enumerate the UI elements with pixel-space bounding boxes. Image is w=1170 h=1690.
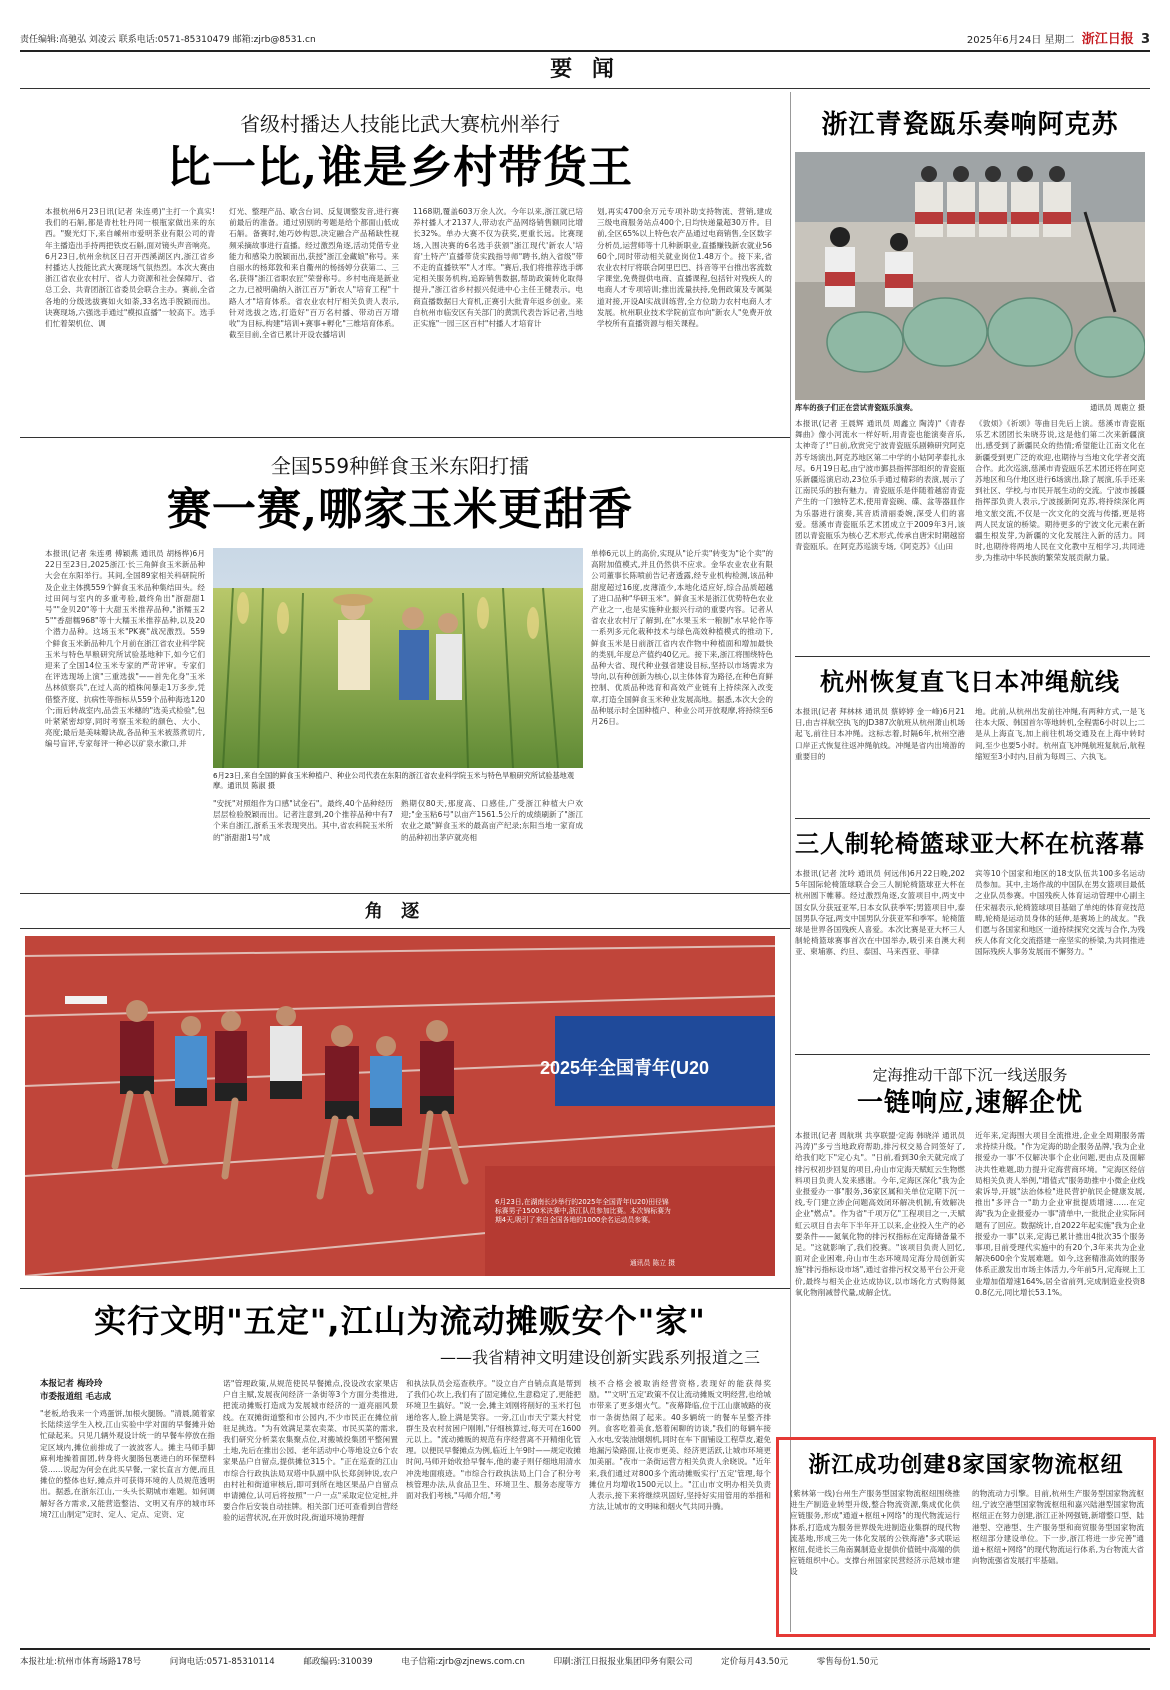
divider	[20, 437, 790, 438]
top-rule	[20, 50, 1150, 52]
article1-title: 比一比,谁是乡村带货王	[166, 142, 634, 193]
footer-postcode: 邮政编码:310039	[303, 1657, 373, 1667]
article3-col-1: 本报讯(记者 王晨辉 通讯员 周鑫立 陶涛)"《青春舞曲》像小河流水一样好听,用青瓷也能演奏音乐,太神奇了!"日前,欣赏完宁波青瓷瓯乐剧赖研究阿克苏专场演出,阿克苏地区第二中学的小姑阿孝泰扎永尽。6月19日起,由宁波市鄞县指挥部组织的青瓷瓯乐新疆巡演启动,23位乐手通过精彩的表演,展示了江南民乐的独有魅力。青瓷瓯乐是伴随着越窑青瓷产生的一门独特艺术,使用青瓷碗、碟、盆等器皿作为乐器进行演奏,其音质清丽委婉,深受人们的喜爱。慈溪市青瓷瓯乐艺术团成立于2009年3月,该团以青瓷瓯乐为核心艺术形式,传承自唐宋时期越窑青瓷瓯乐。在阿克苏巡演专场,《阿克苏》《山田	[795, 419, 965, 552]
article4-col-1: 本报讯(记者 拜林林 通讯员 蔡婷婷 金一峰)6月21日,由吉祥航空执飞的JD387次航班从杭州萧山机场起飞,前往日本冲绳。这标志着,时隔6年,杭州空港口岸正式恢复往返冲绳航线。冲绳是省内出境游的重要目的	[795, 707, 965, 761]
corn-field-illustration	[213, 548, 583, 768]
article1-col-1: 本报杭州6月23日讯(记者 朱连勇)"主打一个真实!我们的石斛,都是青杜牡丹同一根瓶家做出来的东西。"聚光灯下,来自嵊州市爱明茶业有限公司的青年主播造出手持两把铁皮石斛,面对镜头声音响亮。6月23日,杭州余杭区日召开西溪湖区内,浙江省乡村播达人技能比武大赛现场气氛热烈。本次大赛由浙江省农业农村厅、省人力资源和社会保障厅、省总工会、共青团浙江省委员会联合主办。赛前,全省各地的分级选拔赛如火如荼,33名选手脱颖而出。诀赛现场,六强选手通过"模拟直播"一较高下。选手们忙着架机位、调	[45, 207, 215, 329]
article2-col-4: 单棒6元以上的高价,实现从"论斤卖"转变为"论个卖"的高附加值模式,并且仍然供不应求。金华农业农业有限公司董事长陈喷前告记者透露,经专业机构检测,该品种甜度超过16度,皮薄渣少,本地化适应好,综合品质超越了进口品种"华研玉米"。鲜食玉米是浙江优势特色农业产业之一,也是实施种业振兴行动的重要内容。记者从省农业农村厅了解到,在"水果玉米一粮制"水早轮作等一系列多元化栽种技术与绿色高效种植模式的推动下,鲜食玉米是日前浙江省内农作物中种植面和增加最快的类别,年度总产值约40亿元。接下来,浙江将围绕特色品种大省、现代种业强省建设目标,坚持以市场需求为导向,以有种创新为核心,以主体体育为路径,在种色育鲜控制、优质品种选育和高效产业链有上持续深入改变章,打造全国鲜食玉米种业发展高地。据悉,本次大会的品种展示时全国种植户、种业公司开放观摩,将持续至6月26日。	[591, 549, 773, 727]
footer-price-each: 零售每份1.50元	[816, 1657, 879, 1667]
article5-col-1: 本报讯(记者 沈吟 通讯员 何远伟)6月22日晚,2025年国际轮椅篮球联合会三人制轮椅篮球亚大杯在杭州圆下帷幕。经过激烈角逐,女篮项目中,两支中国女队分获冠亚军,日本女队获季军;男篮项目中,泰国男队夺冠,两支中国男队分获亚军和季军。轮椅篮球是世界各国残疾人喜爱。本次比赛是亚大杯三人制轮椅篮球赛事首次在中国举办,吸引来自澳大利亚、柬埔寨、约旦、泰国、马来西亚、菲律	[795, 869, 965, 957]
ceramic-photo-credit: 通讯员 周鹿立 摄	[1090, 403, 1145, 412]
footer-rule	[20, 1648, 1150, 1650]
byline-reporter: 本报记者 梅玲玲	[40, 1379, 103, 1389]
track-photo-caption: 6月23日,在湖南长沙举行的2025年全国青年(U20)田径锦标赛男子1500米决赛中,浙江队员参加比赛。本次锦标赛为期4天,吸引了来自全国各地的1000余名运动员参赛。	[495, 1198, 671, 1224]
footer-phone: 问询电话:0571-85310114	[169, 1657, 275, 1667]
issue-date: 2025年6月24日 星期二	[966, 35, 1075, 46]
ceramic-photo-caption: 库车的孩子们正在尝试青瓷瓯乐演奏。	[795, 403, 918, 412]
divider	[795, 818, 1150, 819]
article2-title: 赛一赛,哪家玉米更甜香	[166, 484, 634, 535]
footer-price-month: 定价每月43.50元	[721, 1657, 788, 1667]
divider	[20, 1288, 790, 1289]
article1-col-4: 划,再实4700余万元专项补助支持物流、营销,建成三级电商服务站点400个,日均快递量超30万件。目前,全区65%以上特色农产品通过电商销售,全区数字分析员,运营师等十几种新职业,直播赚钱新农就业5660个,同时带动相关就业岗位1.48万个。接下来,省农业农村厅将联合阿里巴巴、抖音等平台推出客流数字课堂,免费提供电商、直播课程,包括针对残疾人的电商人才专项培训;推出流量扶持,免佣政策及专属渠道对接,开设AI实战训练营,全方位助力农村电商人才发展。杭州职业技术学院前宣布向"新农人"免费开放学校所有直播资源与相关课程。	[597, 207, 772, 329]
article5-col-2: 宾等10个国家和地区的18支队伍共100多名运动员参加。其中,主场作战的中国队在男女篮项目最低之业队员参赛。中国残疾人体育运动管理中心副主任宋福表示,轮椅篮球项目基础了单纯的体育竞技范畴,轮椅是运动员身体的延伸,是赛场上的战友。"我们愿与各国家和地区一道持续探究交流与合作,为残疾人体育文化交流搭建一座坚实的桥梁,为共同推进国际残疾人事务发展而不懈努力。"	[975, 869, 1145, 957]
article8-col-3: 和执法队员会巡查秩序。"设立自产自销点真是帮到了我们心坎上,我们有了固定摊位,生意稳定了,更能把环境卫生搞好。"说一会,摊主刘刚将削好的玉米打包递给客人,脸上满是笑容。一旁,江山市天宁菜大村党群生及农村贫困户刚刚,"仔细核算过,每天可在1600元以上。"流动摊贩的规范有序经营离不开精细化管理。以便民早餐摊点为例,临近上午9时——规定收摊时间,马师开始收拾早餐车,他的妻子则仔细地用清水冲洗地面痕迹。"市综合行政执法局上门合了积分考核管理办法,从食品卫生、环境卫生、服务态度等方面对我们考核,"马师介绍,"考	[406, 1379, 581, 1501]
corn-photo-caption: 6月23日,来自全国的鲜食玉米种植户、种业公司代表在东阳的浙江省农业科学院玉米与特色旱粮研究所试验基地观摩。通讯员 陈淑 摄	[213, 771, 575, 790]
article9-title: 浙江成功创建8家国家物流枢纽	[808, 1452, 1124, 1478]
section-rule	[20, 88, 1150, 89]
article8-col-4: 核不合格会被取消经营资格,表现好的能获得奖励。""文明'五定'政策不仅让流动摊贩文明经营,也给城市带来了更多烟火气。"夜幕降临,位于江山康城路的夜市一条街热闹了起来。40多辆统一的餐车呈整齐排列。食客吃着美食,悠着闲聊的访谈,"我们的每辆车接入水电,安装油烟烟机,同时在车下面铺设工程草皮,避免地漏污染路面,让夜市更美、经济更活跃,让城市环境更加美丽。"夜市一条街运营方相关负责人余晓说。"近年来,我们通过对800多个流动摊贩实行'五定'管理,每个摊位月均增收1500元以上。"江山市文明办相关负责人表示,接下来将继续巩固好,坚持好实用管用的举措和方法,让城市的文明味和烟火气共同升腾。	[589, 1379, 771, 1512]
ceramic-music-illustration	[795, 152, 1145, 400]
article1-col-3: 1168期,覆盖603万余人次。今年以来,浙江就已培养村播人才2137人,带动农产品网络销售额同比增长32%。单办大赛不仅为获奖,更重长远。比赛现场,入围决赛的6名选手获颁"浙江现代'新农人'培育'土特产'直播带货实践指导师"聘书,纳入省级"带不走的直播铁军"人才库。"赛后,我们将推荐选手绑定相关服务机构,追踪销售数据,帮助政策转化取得提升,"浙江省乡村振兴促进中心主任王健表示。电商直播数据日大育机,正赛引大批青年返乡创业。来自杭州市临安区有关部门的黄凯代表告诉记者,当地正实施"一园三区百村"村播人才培育计	[413, 207, 583, 329]
article6-title: 一链响应,速解企忧	[856, 1088, 1084, 1118]
footer-address: 本报社址:杭州市体育场路178号	[20, 1657, 142, 1667]
photo-banner-text: 2025年全国青年(U20	[540, 1058, 710, 1078]
divider	[795, 1054, 1150, 1055]
article6-subtitle: 定海推动干部下沉一线送服务	[872, 1066, 1068, 1084]
section-title-news: 要 闻	[550, 56, 620, 82]
footer-email: 电子信箱:zjrb@zjnews.com.cn	[401, 1657, 525, 1667]
article2-col-2: "安抚"对照组作为口感"试金石"。最终,40个品种经历层层检验脱颖而出。记者注意到,20个推荐品种中有7个来自浙江,浙系玉米表现突出。其中,省农科院玉米所的"浙甜甜1号"成	[213, 799, 393, 842]
article4-col-2: 地。此前,从杭州出发前往冲绳,有两种方式,一是飞往本大阪、韩国首尔等地转机,全程需6小时以上;二是从上海直飞,加上前往机场交通及在上海中转时间,至少也要5小时。杭州直飞冲绳航班复航后,航程缩短至3小时内,目前为每周三、六执飞。	[975, 707, 1145, 761]
article5-title: 三人制轮椅篮球亚大杯在杭落幕	[795, 829, 1145, 858]
article8-subtitle: ——我省精神文明建设创新实践系列报道之三	[439, 1348, 760, 1367]
article8-col-2: 诺"管理政策,从规范使民早餐摊点,没设改农家果店户自主赋,发展夜间经济一条街等3个方面分类推进,把流动摊贩打造成为发展城市经济的一道亮丽风景线。在双摊街道整和市公园内,不少市民正在摊位前驻足挑选。"为有效满足菜农卖菜、市民买菜的需求,我们研究分析菜农集聚点位,对搬城投集团平整闲置土地,先后在推出公园、老年活动中心等地设立6个农家果品户自留点,提供摊位315个。"正在巡查的江山市综合行政执法局双塔中队副中队长郑剑钟说,农户由村社和街道审核后,即可到所在地区果品户自留点申请摊位,认可后将按照"一户一点"采取定位定桩,并要合作后安装自动挂牌。相关部门还可查看到自营经验的运营状况,在开放时段,街道环境协理督	[223, 1379, 398, 1523]
article9-col-2: 的物流动力引擎。目前,杭州生产服务型国家物流枢纽,宁波空港型国家物流枢纽和嘉兴陆港型国家物流枢纽正在努力创建,浙江正补网强链,新增整口型、陆港型、空港型、生产服务型和商贸服务型国家物流枢纽部分建设单位。下一步,浙江将进一步完善"通道+枢纽+网络"的现代物流运行体系,为台物流大省向物流强省发展打牢基础。	[972, 1489, 1144, 1566]
article8-col-1: "老板,给我来一个鸡蛋饼,加根火腿肠。"清晨,随着家长陆续送学生入校,江山实验中学对面的早餐摊升始忙碌起来。只见几辆外观设计统一的早餐车停放在指定区域内,摊位前排成了一波波客人。摊主马师手脚麻利地操着面团,转身将火腿肠包裹进白的环保塑料袋……说起为何会在此买早餐,一家长直言方便,而且摊位的整体也好,摊点并可获得环境的人员规范透明出。据悉,在浙东江山,一头头长期城市难题。如何调解好各方需求,又能营造整洁、文明又有序的城市环境?江山制定"定时、定人、定点、定资、定	[40, 1409, 215, 1519]
divider	[795, 656, 1150, 657]
column-divider	[790, 92, 791, 1632]
masthead	[20, 26, 1150, 50]
track-photo-credit: 通讯员 陈立 摄	[629, 1259, 675, 1267]
footer	[20, 1655, 1150, 1667]
article6-col-2: 近年来,定海围大项目全流推进,企业全周期服务需求持续升级。"作为定海的助企服务品牌,'我为企业报爱办一事'不仅解决事个企业问题,更由点及面解决共性难题,助力提升定海营商环境。"定海区经信局相关负责人举例,"增值式"服务助推中小微企业线索诉导,开展"法治体检"进民营护航民企健康发展,推出"多评合一"助力企业审批提质增速……在定海"我为企业报爱办一事"清单中,一批批企业实际问题有了回应。数据统计,自2022年起实施"我为企业报爱办一事"以来,定海已累计推出4批次35个服务事项,目前受理代实施中的有20个,3年来共为企业解决600余个发展难题。如今,这套精准高效的服务体系正激发出市场主体活力,今年前5月,定海规上工业增加值增速164%,居全省前列,完成制造业投资80.8亿元,同比增长53.1%。	[975, 1131, 1145, 1297]
byline-group: 市委报道组 毛志成	[40, 1392, 111, 1402]
article6-col-1: 本报讯(记者 周航琪 共享联盟·定海 韩晓洋 通讯员 冯涛)"多亏当地政府帮助,排污权交易合同签好了,给我们吃下"定心丸"。"日前,看到30余天就完成了排污权初步回复的项目,舟山市定海天赋虹云生物燃料项目负责人发来感谢。今年,定海区深化"我为企业报爱办一事"服务,36家区属和关单位定期下沉一线,专门建立涉企问题高效闭环解决机制,有效解决企业"燃点"。作为省"千项万亿"工程项目之一,天赋虹云项目自去年下半年开工以来,企业投入生产的必要条件——氮氧化物的排污权指标在定海储备量不足。"这就影响了,我们投赛。"该项目负责人回忆,面对企业困难,舟山市生态环境局定海分局创新实施"排污指标设市场",通过省排污权交易平台公开竞价,最终与相关企业达成协议,以市场化方式购得氮氧化物削减替代量,成解企忧。	[795, 1131, 965, 1297]
track-race-illustration	[25, 936, 775, 1276]
article1-col-2: 灯光、整理产品、歇含台词、反复调整发音,进行赛前最后的准备。通过别别的考题是给个都面山低成石斛。备赛时,她巧妙构思,决定融合产品稀缺性视频采摘故事进行直播。经过激烈角逐,活动凭借专业能力和感染力脱颖而出,获授"浙江金藏娘"称号。来自丽水的杨郑敦和来自衢州的杨扬婷分获第二、三名,获得"浙江省职农匠"荣誉称号。乡村电商是新业之力,已被明确纳入浙江百万"新农人"培育工程"十路人才"培育体系。省农业农村厅相关负责人表示,针对选拔之选,打造好"百万名村播、带动百万增收"为目标,构建"培训+赛事+孵化"三维培育体系。截至目前,全省已累计开设农播培训	[229, 207, 399, 340]
paper-logo: 浙江日报	[1081, 32, 1134, 47]
editor-info: 责任编辑:高驰弘 刘凌云 联系电话:0571-85310479 邮箱:zjrb@8531.cn	[20, 35, 316, 45]
article8-byline	[40, 1378, 170, 1404]
divider	[20, 893, 790, 894]
article2-col-3: 熟期仅80天,那度高、口感佳,广受浙江种植大户欢迎;"金玉粘6号"以亩产1561.5公斤的成绩刷新了"浙江农业之最"鲜食玉米的最高亩产纪录;东阳当地一家育成的品种初出茅庐就亮相	[401, 799, 583, 842]
article3-col-2: 《敦烦》《祈颂》等曲目先后上演。慈溪市青瓷瓯乐艺术团团长朱晓芬说,这是他们第二次来新疆演出,感受到了新疆民众的热情;希望能让江南文化在新疆受到更广泛的欢迎,也期待与当地文化学者交流合作。此次巡演,慈溪市青瓷瓯乐艺术团还将在阿克苏地区和乌什地区进行6场演出,除了展演,乐手还来到社区、学校,与市民开展生动的交流。宁波市援疆指挥部负责人表示,宁波援新阿克苏,将持续深化两地文旅交流,不仅是一次文化的交流与传播,更是将两人民友谊的桥梁。期待更多的宁波文化元素在新疆生根发芽,为新疆的文化发展注入新的活力。同时,也期待将两地人民在文化教中互相学习,共同进步,为推动中华民族的繁荣发展贡献力量。	[975, 419, 1145, 563]
section-title-competition: 角 逐	[364, 901, 426, 922]
article8-title: 实行文明"五定",江山为流动摊贩安个"家"	[94, 1302, 706, 1340]
article9-col-1: (紫林第一线)台州生产服务型国家物流枢纽围绕推进生产制造业转型升级,整合物流资源,集成优化供应链服务,形成"通道+枢纽+网络"的现代物流运行体系,打造成为服务世界级先进制造业集群的现代物流基地,形成三先一体化发展的公铁海港"多式联运枢纽,促进长三角南翼制造业提供价值链中高端的供应链组织中心。支撑台州国家民营经济示范城市建设	[790, 1489, 960, 1577]
article4-title: 杭州恢复直飞日本冲绳航线	[820, 667, 1120, 696]
divider	[20, 928, 790, 929]
article2-col-1: 本报讯(记者 朱连勇 傅颖燕 通讯员 胡杨桦)6月22日至23日,2025浙江·长三角鲜食玉米新品种大会在东阳举行。其间,全国89家相关科研院所及企业主体携559个鲜食玉米品种集结田头。经过田间与室内的多重考验,最终角出"浙甜甜1号""金贝20"等十大甜玉米推荐品种,"浙糯玉25""香甜糯968"等十大糯玉米推荐品种,以及20个潜力品种。这场玉米"PK赛"战况激烈。559个鲜食玉米新品种几个月前在浙江省农业科学院玉米与特色旱粮研究所试验基地种下,如今它们迎来了全国14位玉米专家的严苛评审。专家们在评选现场上演"三重选拔"——首先化身"玉米丛林侦察兵",在过人高的植株间暴走1万多步,凭借整齐度、抗病性等指标从559个品种海选120个;而后转战室内,品尝玉米穗的"选美式检验",包叶紧紧密却穿,同时考察玉米粒的颜色、大小、亮度;最后是美味瓣诀战,各品种玉米被蒸煮切片,编号盲评,专家每评一种必以矿泉水漱口,并	[45, 549, 205, 749]
article1-subtitle: 省级村播达人技能比武大赛杭州举行	[240, 112, 560, 136]
article3-title: 浙江青瓷瓯乐奏响阿克苏	[821, 110, 1119, 140]
track-race-photo	[25, 936, 775, 1276]
ceramic-music-photo	[795, 152, 1145, 400]
article2-subtitle: 全国559种鲜食玉米东阳打擂	[270, 454, 530, 478]
page-number: 3	[1140, 32, 1150, 47]
corn-field-photo	[213, 548, 583, 768]
masthead-right	[967, 28, 1150, 47]
footer-printer: 印刷:浙江日报报业集团印务有限公司	[553, 1657, 693, 1667]
